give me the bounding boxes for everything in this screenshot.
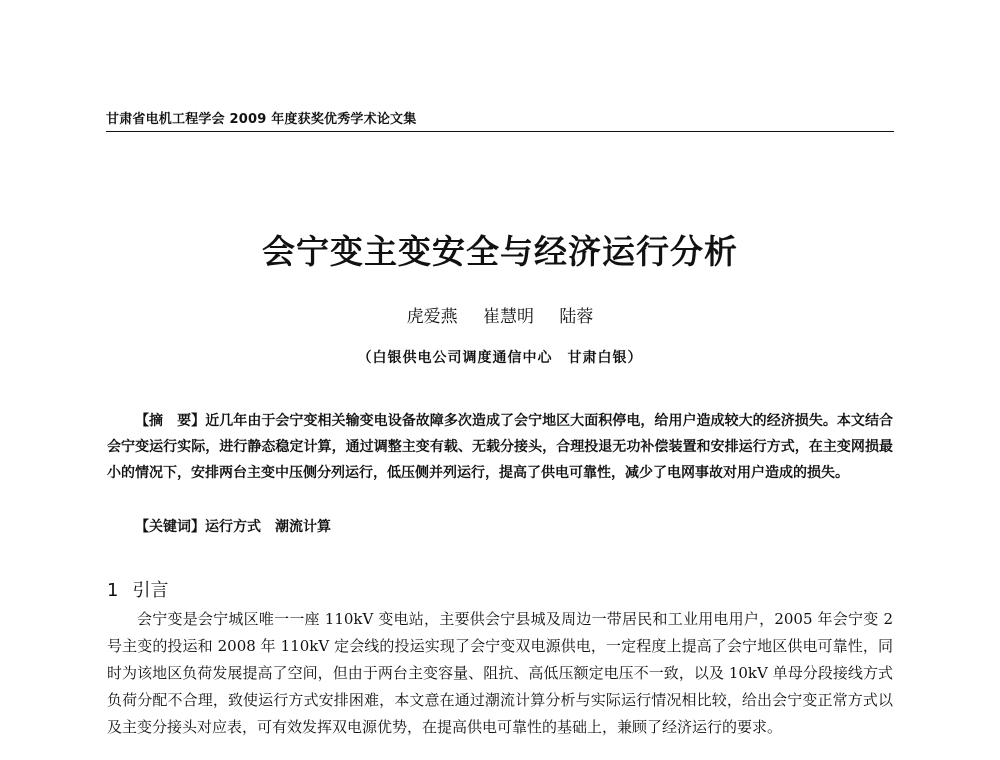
keywords bbox=[135, 514, 331, 540]
abstract-label: 【摘 要】 bbox=[135, 413, 206, 429]
body-paragraph: 会宁变是会宁城区唯一一座 110kV 变电站，主要供会宁县城及周边一带居民和工业用电用户，2005 年会宁变 2 号主变的投运和 2008 年 110kV 定会线的投运实现了会宁变双电源供电，一定程度上提高了会宁地区供电可靠性，同时为该地区负荷发展提高了空间，但由于两台主变容量、阻抗、高低压额定电压不一致，以及 10kV 单母分段接线方式负荷分配不合理，致使运行方式安排困难，本文意在通过潮流计算分析与实际运行情况相比较，给出会宁变正常方式以及主变分接头对应表，可有效发挥双电源优势，在提高供电可靠性的基础上，兼顾了经济运行的要求。 bbox=[107, 610, 893, 736]
running-title: 甘肃省电机工程学会 2009 年度获奖优秀学术论文集 bbox=[106, 112, 417, 127]
abstract bbox=[107, 408, 893, 486]
keywords-label: 【关键词】 bbox=[135, 519, 205, 535]
section-title: 引言 bbox=[132, 580, 169, 601]
author-name: 陆蓉 bbox=[559, 307, 594, 327]
running-header bbox=[106, 108, 894, 132]
author-name: 虎爱燕 bbox=[406, 307, 458, 327]
author-list bbox=[0, 302, 1000, 327]
author-name: 崔慧明 bbox=[483, 307, 534, 327]
section-heading bbox=[107, 576, 168, 602]
abstract-text: 近几年由于会宁变相关输变电设备故障多次造成了会宁地区大面积停电，给用户造成较大的经济损失。本文结合会宁变运行实际，进行静态稳定计算，通过调整主变有载、无载分接头，合理投退无功补偿装置和安排运行方式，在主变网损最小的情况下，安排两台主变中压侧分列运行，低压侧并列运行，提高了供电可靠性，减少了电网事故对用户造成的损失。 bbox=[107, 413, 894, 481]
section-number: 1 bbox=[107, 580, 119, 601]
paper-title: 会宁变主变安全与经济运行分析 bbox=[262, 232, 738, 271]
affiliation: （白银供电公司调度通信中心 甘肃白银） bbox=[357, 350, 643, 366]
keywords-text: 运行方式 潮流计算 bbox=[205, 519, 331, 535]
